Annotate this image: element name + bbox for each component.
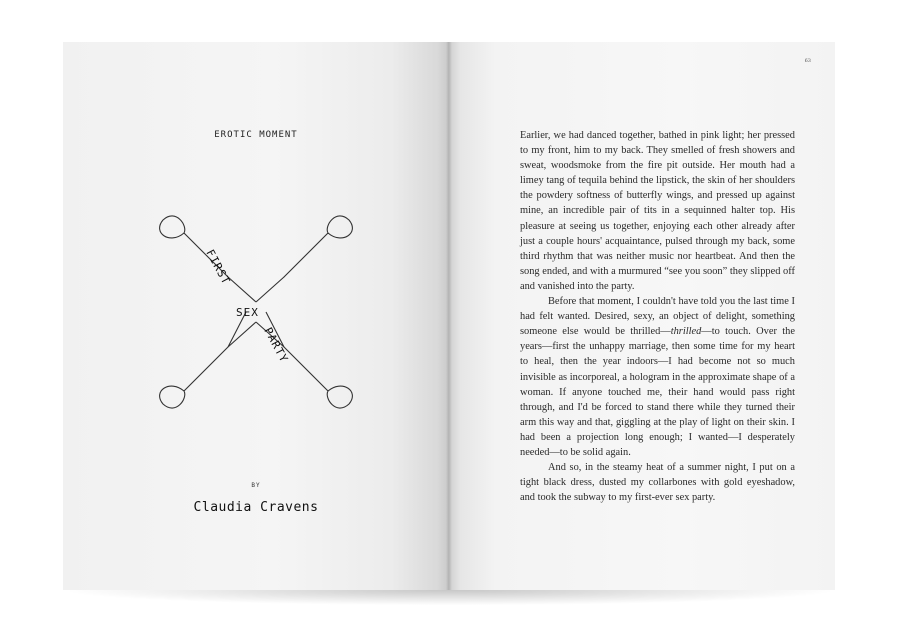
paragraph-text: Before that moment, I couldn't have told you the last time I had felt wanted. Desired, sexy, an object of delight, something someone else would be thrilled—: [520, 296, 795, 338]
emphasis-text: thrilled: [670, 326, 702, 338]
emblem-word-first: FIRST: [203, 247, 233, 288]
emblem-word-party: PARTY: [261, 325, 291, 366]
author-name: Claudia Cravens: [193, 500, 319, 515]
x-emblem-svg: [156, 212, 356, 412]
paragraph: [520, 294, 795, 460]
paragraph-text: —to touch. Over the years—first the unhappy marriage, then some time for my heart to heal, then the year indoors—I had become not so much invisible as incorporeal, a hologram in the approximate shape of a woman. If anyone touched me, their hand would pass right through, and I'd be forced to stand there while they turned their arm this way and that, giggling at the play of light on their skin. I had been a projection long enough; I wanted—I desperately needed—to be solid again.: [520, 326, 795, 458]
left-page: [63, 42, 449, 590]
book-gutter: [446, 42, 452, 590]
book-spread: [63, 42, 835, 590]
emblem-word-sex: SEX: [236, 306, 259, 319]
paragraph-text: And so, in the steamy heat of a summer night, I put on a tight black dress, dusted my collarbones with gold eyeshadow, and took the subway to my first-ever sex party.: [520, 462, 795, 504]
paragraph: [520, 128, 795, 294]
paragraph: [520, 460, 795, 505]
right-page: [449, 42, 835, 590]
section-label: EROTIC MOMENT: [214, 130, 298, 140]
page-number: 63: [804, 58, 811, 64]
byline-label: BY: [251, 482, 261, 489]
paragraph-text: Earlier, we had danced together, bathed in pink light; her pressed to my front, him to my back. They smelled of fresh showers and sweat, woodsmoke from the fire pit outside. Her mouth had a limey tang of tequila behind the lipstick, the skin of her shoulders the powdery softness of butterfly wings, and pressed up against mine, an incredible pair of tits in a sequinned halter top. His pleasure at seeing us together, enjoying each other already after just a couple hours' acquaintance, pulsed through my back, some third rhythm that was neither music nor heartbeat. And then the song ended, and with a murmured “see you soon” they slipped off and vanished into the party.: [520, 130, 795, 292]
x-shape-icon: [156, 212, 356, 412]
article-body: [520, 128, 795, 505]
